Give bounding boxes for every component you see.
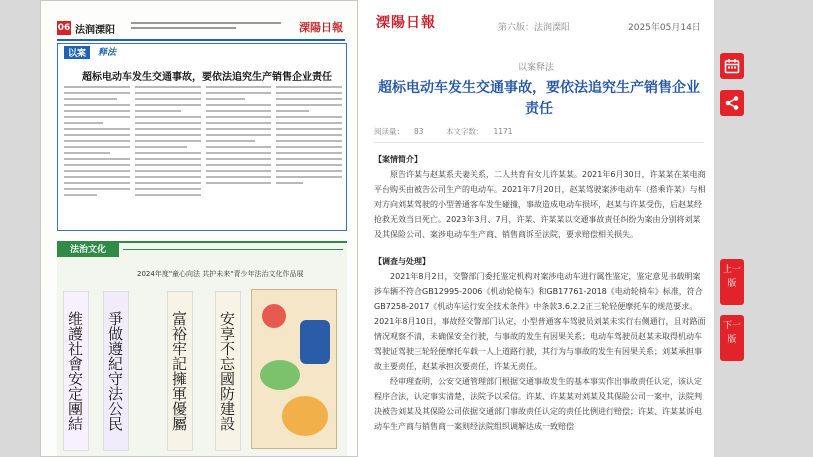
paragraph: 原告许某与赵某系夫妻关系，二人共育有女儿许某某。2021年6月30日，许某某在某电商平台购买由被告公司生产的电动车。2021年7月20日，赵某驾驶案涉电动车（搭乘许某）与相对方向刘某驾驶的小型普通客车发生碰撞，事故造成电动车损坏，赵某与许某受伤，后赵某经抢救无效当日死亡。2023年3月、7月，许某、许某某以交通事故责任纠纷为案由分别将刘某及其保险公司、案涉电动车生产商、销售商诉至法院，要求赔偿相关损失。 (374, 170, 706, 239)
article-hotspot[interactable] (57, 43, 347, 231)
calligraphy-artwork-4: 安享不忘國防建設 (215, 291, 241, 451)
page-name: 法润溧阳 (75, 25, 115, 36)
share-button[interactable] (720, 90, 744, 116)
section-heading: 【案情简介】 (374, 155, 422, 164)
paragraph: 2021年8月2日，交警部门委托鉴定机构对案涉电动车进行属性鉴定，鉴定意见书载明案涉车辆不符合GB12995-2006《机动轮椅车》和GB17761-2018《电动轮椅车》标准，符合GB7258-2017《机动车运行安全技术条件》中条款3.6.2.2正三轮轻便摩托车的规范要求。2021年8月10日，事故经交警部门认定，小型普通客车驾驶员刘某未实行右侧通行，且对路面情况观察不清，未确保安全行驶，与事故的发生有因果关系；电动车驾驶员赵某未取得机动车驾驶证驾驶三轮轻便摩托车载一人上道路行驶，其行为与事故的发生有因果关系；刘某承担事故主要责任，赵某承担次要责任，许某无责任。 (374, 272, 706, 371)
culture-section[interactable] (57, 241, 347, 457)
next-page-button[interactable]: 下一版 (720, 315, 744, 361)
article-tag: 以案 (64, 46, 90, 59)
calendar-icon (724, 58, 740, 74)
page-number: 06 (57, 23, 71, 33)
article-meta (374, 126, 533, 137)
read-count: 阅读量： 83 (374, 127, 424, 136)
divider (374, 142, 704, 143)
culture-subtitle: 2024年度"童心向法 共护未来"青少年法治文化作品展 (137, 270, 304, 278)
culture-divider (123, 249, 343, 250)
article-text-columns (64, 86, 342, 226)
article-body (374, 150, 706, 434)
paragraph: 经审理查明，公安交通管理部门根据交通事故发生的基本事实作出事故责任认定，该认定程序合法，认定事实清楚，法院予以采信。许某、许某某对刘某及其保险公司一案中，法院判决被告刘某及其保险公司依据交通部门事故责任认定的责任比例进行赔偿；许某、许某某诉电动车生产商与销售商一案则经法院组织调解达成一致赔偿 (374, 377, 702, 431)
newspaper-logo: 溧陽日報 (299, 21, 343, 34)
calligraphy-artwork-1: 维護社會安定團結 (63, 291, 89, 451)
issue-date: 2025年05月14日 (628, 23, 701, 33)
article-headline: 超标电动车发生交通事故，要依法追究生产销售企业责任 (82, 72, 332, 83)
newspaper-page[interactable] (40, 0, 358, 457)
calligraphy-artwork-2: 爭做遵紀守法公民 (103, 291, 129, 451)
share-icon (724, 95, 740, 111)
header-meta-lines (131, 22, 281, 34)
culture-heading: 法治文化 (57, 243, 119, 257)
calligraphy-artwork-3: 富裕牢記擁軍優屬 (167, 291, 193, 451)
article-tag-stylized: 释法 (98, 48, 117, 58)
word-count: 本文字数： 1171 (445, 127, 513, 136)
article-title: 超标电动车发生交通事故，要依法追究生产销售企业责任 (378, 80, 700, 117)
previous-page-button[interactable]: 上一版 (720, 259, 744, 305)
edition-label[interactable]: 第六版：法润溧阳 (498, 23, 571, 33)
article-column: 以案释法 (517, 63, 554, 73)
calendar-button[interactable] (720, 53, 744, 79)
children-poster-artwork (251, 289, 337, 449)
reader-logo: 溧陽日報 (376, 15, 436, 31)
section-heading: 【调查与处理】 (374, 257, 430, 266)
reader-top-bar (358, 0, 714, 40)
newspaper-header (57, 19, 345, 41)
article-reader (358, 0, 714, 457)
